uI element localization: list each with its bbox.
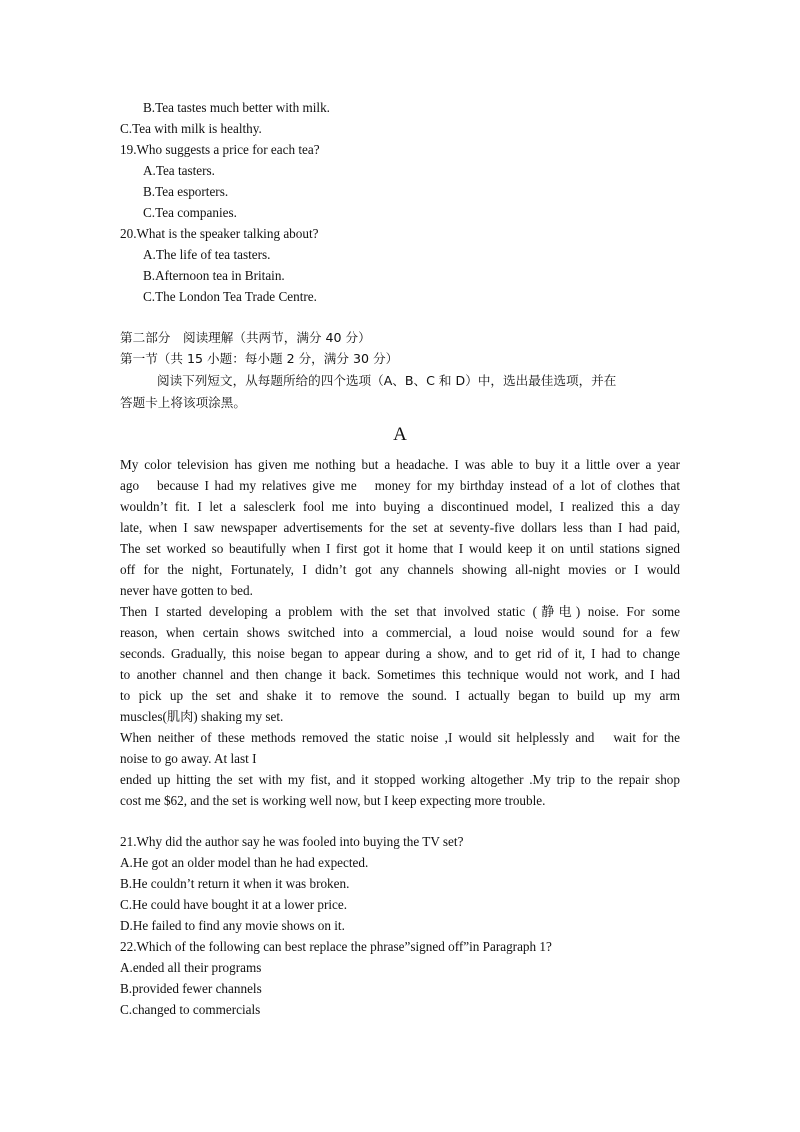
q22-stem: 22.Which of the following can best replace the phrase”signed off”in Paragraph 1? — [120, 939, 552, 954]
q22-option-b: B.provided fewer channels — [120, 981, 262, 996]
passage-line: muscles(肌肉) shaking my set. — [120, 709, 284, 724]
q20-option-c: C.The London Tea Trade Centre. — [143, 289, 317, 304]
part-title: 第二部分 阅读理解（共两节，满分 40 分） — [120, 330, 371, 345]
instruction-line-1: 阅读下列短文，从每题所给的四个选项（A、B、C 和 D）中，选出最佳选项，并在 — [157, 373, 617, 388]
q21-stem: 21.Why did the author say he was fooled into buying the TV set? — [120, 834, 464, 849]
q22-option-c: C.changed to commercials — [120, 1002, 261, 1017]
passage-line: The set worked so beautifully when I first got it home that I would keep it on until stations signed — [120, 541, 680, 556]
passage-label: A — [393, 424, 407, 445]
passage-line: ended up hitting the set with my fist, and it stopped working altogether .My trip to the repair shop — [120, 772, 680, 787]
q18-option-c: C.Tea with milk is healthy. — [120, 121, 262, 136]
passage-line: seconds. Gradually, this noise began to appear during a show, and to get rid of it, I had to change — [120, 646, 680, 661]
passage-line: cost me $62, and the set is working well now, but I keep expecting more trouble. — [120, 793, 546, 808]
section-title: 第一节（共 15 小题：每小题 2 分，满分 30 分） — [120, 351, 399, 366]
passage-line: late, when I saw newspaper advertisements for the set at seventy-five dollars less than I had paid, — [120, 520, 680, 535]
passage-line: Then I started developing a problem with the set that involved static (静电) noise. For some — [120, 604, 680, 619]
passage-line: reason, when certain shows switched into a commercial, a loud noise would sound for a few — [120, 625, 680, 640]
q20-option-b: B.Afternoon tea in Britain. — [143, 268, 285, 283]
passage-line: noise to go away. At last I — [120, 751, 257, 766]
passage-line: ago because I had my relatives give me money for my birthday instead of a lot of clothes that — [120, 478, 680, 493]
passage-line: to pick up the set and shake it to remove the sound. I actually began to build up my arm — [120, 688, 680, 703]
q21-option-a: A.He got an older model than he had expected. — [120, 855, 369, 870]
q19-option-c: C.Tea companies. — [143, 205, 237, 220]
passage-line: wouldn’t fit. I let a salesclerk fool me into buying a discontinued model, I realized this a day — [120, 499, 680, 514]
q20-option-a: A.The life of tea tasters. — [143, 247, 271, 262]
q19-option-b: B.Tea esporters. — [143, 184, 229, 199]
passage-line: off for the night, Fortunately, I didn’t got any channels showing all-night movies or I would — [120, 562, 680, 577]
instruction-line-2: 答题卡上将该项涂黑。 — [120, 395, 246, 410]
q20-stem: 20.What is the speaker talking about? — [120, 226, 319, 241]
passage-line: to another channel and then change it back. Sometimes this technique would not work, and I had — [120, 667, 680, 682]
q21-option-d: D.He failed to find any movie shows on it. — [120, 918, 345, 933]
q21-option-b: B.He couldn’t return it when it was broken. — [120, 876, 350, 891]
q21-option-c: C.He could have bought it at a lower price. — [120, 897, 348, 912]
q19-stem: 19.Who suggests a price for each tea? — [120, 142, 320, 157]
passage-line: When neither of these methods removed the static noise ,I would sit helplessly and wait for the — [120, 730, 680, 745]
q18-option-b: B.Tea tastes much better with milk. — [143, 100, 330, 115]
q19-option-a: A.Tea tasters. — [143, 163, 215, 178]
passage-line: never have gotten to bed. — [120, 583, 253, 598]
passage-line: My color television has given me nothing but a headache. I was able to buy it a little over a year — [120, 457, 680, 472]
q22-option-a: A.ended all their programs — [120, 960, 262, 975]
